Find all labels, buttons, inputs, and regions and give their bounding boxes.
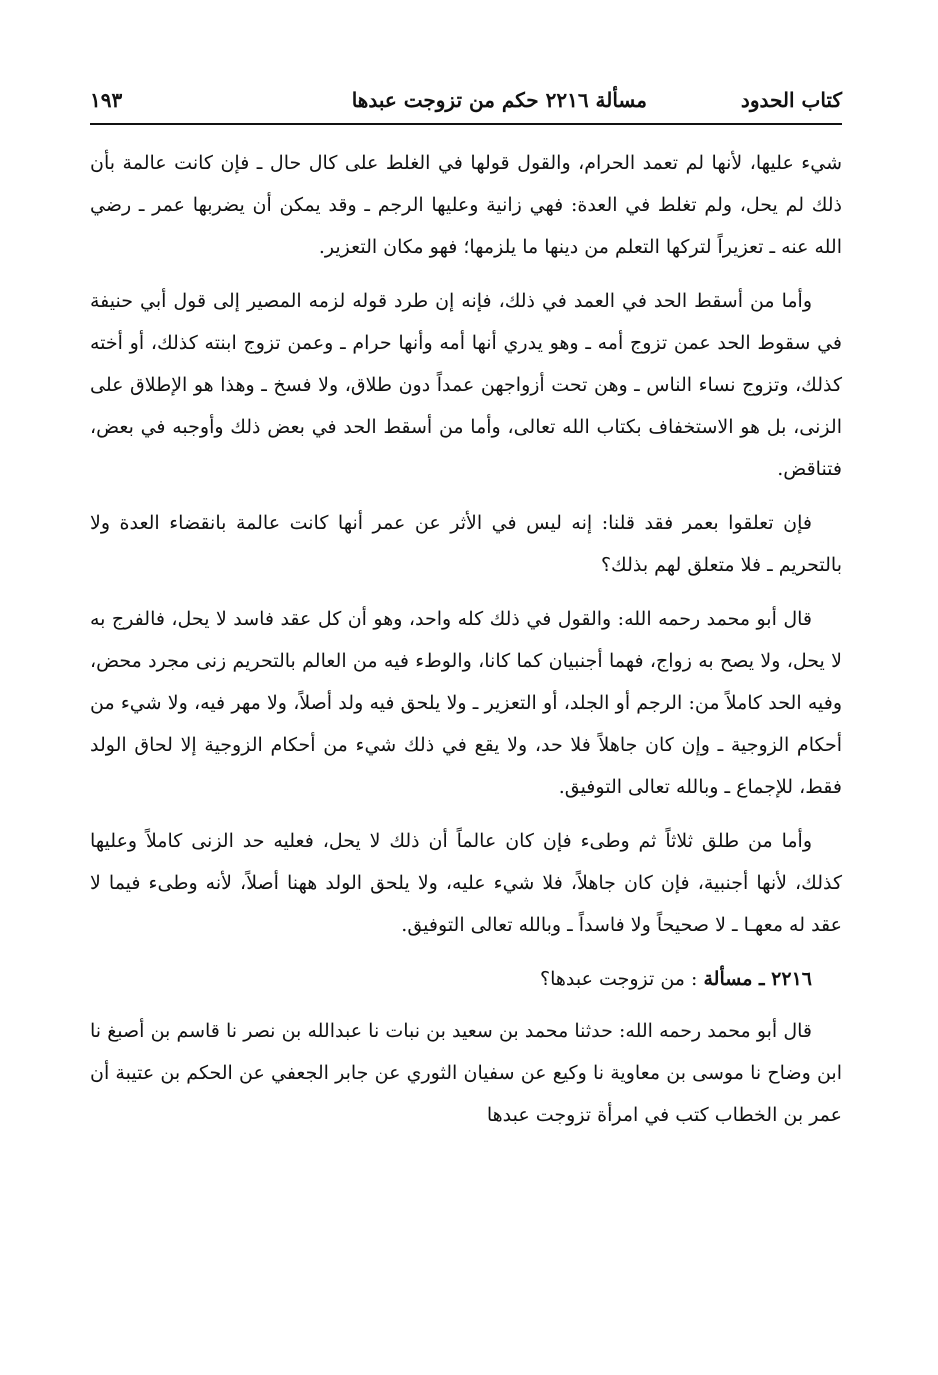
issue-heading: مسألة ٢٢١٦ حكم من تزوجت عبدها [351,88,647,112]
paragraph: فإن تعلقوا بعمر فقد قلنا: إنه ليس في الأثر عن عمر أنها كانت عالمة بانقضاء العدة ولا بالتحريم ـ فلا متعلق لهم بذلك؟ [90,512,842,576]
issue-number: ٢٢١٦ ـ مسألة [703,968,812,990]
header-rule [90,123,842,125]
paragraph: وأما من طلق ثلاثاً ثم وطىء فإن كان عالماً أن ذلك لا يحل، فعليه حد الزنى كاملاً وعليها كذلك، لأنها أجنبية، فإن كان جاهلاً، فلا شيء عليه، ولا يلحق الولد ههنا أصلاً، لأنه وطىء فيما لا عقد له معهـا ـ لا صحيحاً ولا فاسداً ـ وبالله تعالى التوفيق. [90,830,842,936]
running-head [90,78,842,122]
issue-section-heading [90,958,842,1000]
main-text [90,142,842,1136]
narration-paragraph: قال أبو محمد رحمه الله: حدثنا محمد بن سعيد بن نبات نا عبدالله بن نصر نا قاسم بن أصبغ نا ابن وضاح نا موسى بن معاوية نا وكيع عن سفيان الثوري عن جابر الجعفي عن الحكم بن عتيبة أن عمر بن الخطاب كتب في امرأة تزوجت عبدها [90,1020,842,1126]
paragraph: قال أبو محمد رحمه الله: والقول في ذلك كله واحد، وهو أن كل عقد فاسد لا يحل، فالفرج به لا يحل، ولا يصح به زواج، فهما أجنبيان كما كانا، والوطء فيه من العالم بالتحريم زنى مجرد محض، وفيه الحد كاملاً من: الرجم أو الجلد، أو التعزير ـ ولا يلحق فيه ولد أصلاً، ولا مهر فيه، ولا شيء من أحكام الزوجية ـ وإن كان جاهلاً فلا حد، ولا يقع في ذلك شيء من أحكام الزوجية إلا لحاق الولد فقط، للإجماع ـ وبالله تعالى التوفيق. [90,608,842,798]
book-title: كتاب الحدود [740,88,842,112]
page-number: ١٩٣ [90,88,123,112]
paragraph: وأما من أسقط الحد في العمد في ذلك، فإنه إن طرد قوله لزمه المصير إلى قول أبي حنيفة في سقوط الحد عمن تزوج أمه ـ وهو يدري أنها أمه وأنها حرام ـ وعمن تزوج ابنته كذلك، أو أخته كذلك، وتزوج نساء الناس ـ وهن تحت أزواجهن عمداً دون طلاق، ولا فسخ ـ وهذا هو الإطلاق على الزنى، بل هو الاستخفاف بكتاب الله تعالى، وأما من أسقط الحد في بعض ذلك وأوجبه في بعض، فتناقض. [90,290,842,480]
book-page [90,78,842,1348]
issue-title: : من تزوجت عبدها؟ [539,968,698,990]
paragraph-continuation: شيء عليها، لأنها لم تعمد الحرام، والقول قولها في الغلط على كال حال ـ فإن كانت عالمة بأن ذلك لم يحل، ولم تغلط في العدة: فهي زانية وعليها الرجم ـ وقد يمكن أن يضربها عمر ـ رضي الله عنه ـ تعزيراً لتركها التعلم من دينها ما يلزمها؛ فهو مكان التعزير. [90,152,842,258]
